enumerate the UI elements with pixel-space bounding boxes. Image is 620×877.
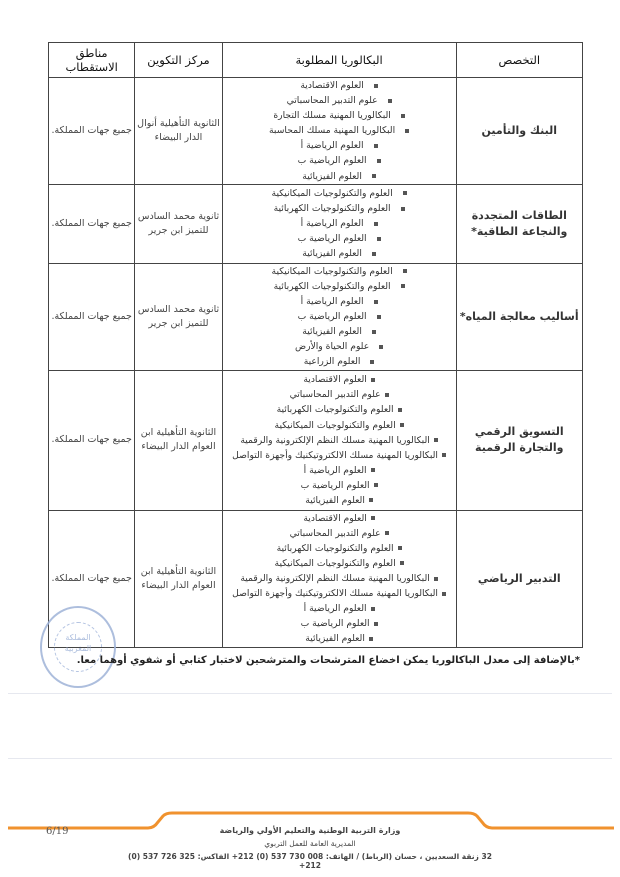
zone-cell: جميع جهات المملكة. (49, 370, 135, 510)
list-item: علوم الحياة والأرض (223, 339, 456, 354)
bullet-icon (372, 330, 376, 334)
training-center-cell: ثانوية محمد السادس للتميز ابن جرير (135, 184, 222, 263)
specialty-cell: التدبير الرياضي (456, 510, 582, 647)
zone-cell: جميع جهات المملكة. (49, 510, 135, 647)
list-item: البكالوريا المهنية مسلك النظم الإلكترونية والرقمية (223, 433, 456, 448)
list-item: البكالوريا المهنية مسلك التجارة (223, 108, 456, 123)
list-item: البكالوريا المهنية مسلك المحاسبة (223, 123, 456, 138)
contact-address: 32 زنقة السعديين ، حسان (الرباط) / الهاتف: 008 730 537 (0) 212+ الفاكس: 325 726 537 (0) 212+ (128, 852, 492, 870)
divider (8, 758, 612, 759)
list-item: العلوم الفيزيائية (223, 493, 456, 508)
list-item: العلوم الرياضية ب (223, 231, 456, 246)
bullet-icon (369, 637, 373, 641)
bac-list (223, 78, 456, 184)
bac-list (223, 511, 456, 647)
bullet-icon (385, 393, 389, 397)
bullet-icon (434, 438, 438, 442)
bullet-icon (405, 129, 409, 133)
list-item: العلوم الفيزيائية (223, 246, 456, 261)
bullet-icon (370, 360, 374, 364)
bac-list (223, 372, 456, 508)
bullet-icon (377, 159, 381, 163)
list-item: العلوم الرياضية أ (223, 138, 456, 153)
ministry-name: وزارة التربية الوطنية والتعليم الأولي والرياضة (219, 826, 401, 835)
bullet-icon (371, 378, 375, 382)
list-item: البكالوريا المهنية مسلك الالكتروتيكنيك وأجهزة التواصل (223, 448, 456, 463)
directorate-name: المديرية العامة للعمل التربوي (264, 839, 356, 848)
list-item: العلوم والتكنولوجيات الكهربائية (223, 402, 456, 417)
bullet-icon (379, 345, 383, 349)
table-row (49, 510, 583, 647)
list-item: العلوم والتكنولوجيات الميكانيكية (223, 556, 456, 571)
bac-list (223, 186, 456, 261)
bullet-icon (403, 191, 407, 195)
list-item: علوم التدبير المحاسباتي (223, 387, 456, 402)
bullet-icon (385, 531, 389, 535)
list-item: العلوم الرياضية أ (223, 463, 456, 478)
list-item: علوم التدبير المحاسباتي (223, 93, 456, 108)
specialty-cell: الطاقات المتجددة والنجاعة الطاقية* (456, 184, 582, 263)
bullet-icon (369, 498, 373, 502)
list-item: العلوم الاقتصادية (223, 372, 456, 387)
bullet-icon (400, 423, 404, 427)
table-row (49, 263, 583, 370)
bac-cell (222, 263, 456, 370)
bullet-icon (371, 607, 375, 611)
header-bac: البكالوريا المطلوبة (222, 43, 456, 78)
specialties-table (48, 42, 583, 648)
list-item: العلوم الزراعية (223, 354, 456, 369)
bac-cell (222, 370, 456, 510)
bullet-icon (398, 408, 402, 412)
official-stamp (40, 606, 116, 688)
list-item: العلوم الفيزيائية (223, 324, 456, 339)
bullet-icon (403, 269, 407, 273)
list-item: العلوم الاقتصادية (223, 511, 456, 526)
list-item: العلوم والتكنولوجيات الكهربائية (223, 279, 456, 294)
list-item: العلوم الاقتصادية (223, 78, 456, 93)
bullet-icon (401, 114, 405, 118)
bullet-icon (374, 300, 378, 304)
list-item: العلوم الفيزيائية (223, 631, 456, 646)
bullet-icon (374, 84, 378, 88)
list-item: العلوم والتكنولوجيات الميكانيكية (223, 264, 456, 279)
table-header-row (49, 43, 583, 78)
bullet-icon (442, 453, 446, 457)
bac-cell (222, 184, 456, 263)
zone-cell: جميع جهات المملكة. (49, 263, 135, 370)
list-item: العلوم الرياضية أ (223, 216, 456, 231)
specialty-cell: البنك والتأمين (456, 78, 582, 185)
specialty-cell: التسويق الرقمي والتجارة الرقمية (456, 370, 582, 510)
bullet-icon (374, 622, 378, 626)
list-item: علوم التدبير المحاسباتي (223, 526, 456, 541)
training-center-cell: ثانوية محمد السادس للتميز ابن جرير (135, 263, 222, 370)
bullet-icon (372, 174, 376, 178)
list-item: العلوم الرياضية ب (223, 153, 456, 168)
list-item: العلوم والتكنولوجيات الميكانيكية (223, 418, 456, 433)
bullet-icon (371, 516, 375, 520)
bac-cell (222, 78, 456, 185)
specialty-cell: أساليب معالجة المياه* (456, 263, 582, 370)
list-item: البكالوريا المهنية مسلك النظم الإلكترونية والرقمية (223, 571, 456, 586)
training-center-cell: الثانوية التأهيلية ابن العوام الدار البيضاء (135, 510, 222, 647)
bullet-icon (374, 483, 378, 487)
list-item: العلوم والتكنولوجيات الميكانيكية (223, 186, 456, 201)
bullet-icon (401, 207, 405, 211)
table-row (49, 370, 583, 510)
footer-accent-line (0, 810, 620, 840)
stamp-text: المملكة المغربية (64, 633, 92, 653)
bullet-icon (372, 252, 376, 256)
table-row (49, 184, 583, 263)
bullet-icon (377, 315, 381, 319)
bullet-icon (388, 99, 392, 103)
list-item: العلوم والتكنولوجيات الكهربائية (223, 541, 456, 556)
header-center: مركز التكوين (135, 43, 222, 78)
bullet-icon (398, 546, 402, 550)
header-zone: مناطق الاستقطاب (49, 43, 135, 78)
bullet-icon (401, 284, 405, 288)
bullet-icon (374, 144, 378, 148)
bullet-icon (434, 577, 438, 581)
page-number: 6/19 (46, 826, 69, 837)
bullet-icon (374, 222, 378, 226)
list-item: البكالوريا المهنية مسلك الالكتروتيكنيك وأجهزة التواصل (223, 586, 456, 601)
bac-list (223, 264, 456, 370)
list-item: العلوم الفيزيائية (223, 169, 456, 184)
bullet-icon (442, 592, 446, 596)
training-center-cell: الثانوية التأهيلية ابن العوام الدار البيضاء (135, 370, 222, 510)
zone-cell: جميع جهات المملكة. (49, 184, 135, 263)
list-item: العلوم الرياضية ب (223, 616, 456, 631)
training-center-cell: الثانوية التأهيلية أنوال الدار البيضاء (135, 78, 222, 185)
list-item: العلوم الرياضية أ (223, 294, 456, 309)
list-item: العلوم الرياضية أ (223, 601, 456, 616)
list-item: العلوم والتكنولوجيات الكهربائية (223, 201, 456, 216)
bullet-icon (371, 468, 375, 472)
header-specialty: التخصص (456, 43, 582, 78)
footnote: *بالإضافة إلى معدل الباكالوريا يمكن اخضاع المترشحات والمترشحين لاختبار كتابي أو شفوي أوهما معا. (76, 655, 580, 666)
bullet-icon (400, 561, 404, 565)
list-item: العلوم الرياضية ب (223, 309, 456, 324)
list-item: العلوم الرياضية ب (223, 478, 456, 493)
table-row (49, 78, 583, 185)
zone-cell: جميع جهات المملكة. (49, 78, 135, 185)
divider (8, 693, 612, 694)
bac-cell (222, 510, 456, 647)
bullet-icon (377, 237, 381, 241)
